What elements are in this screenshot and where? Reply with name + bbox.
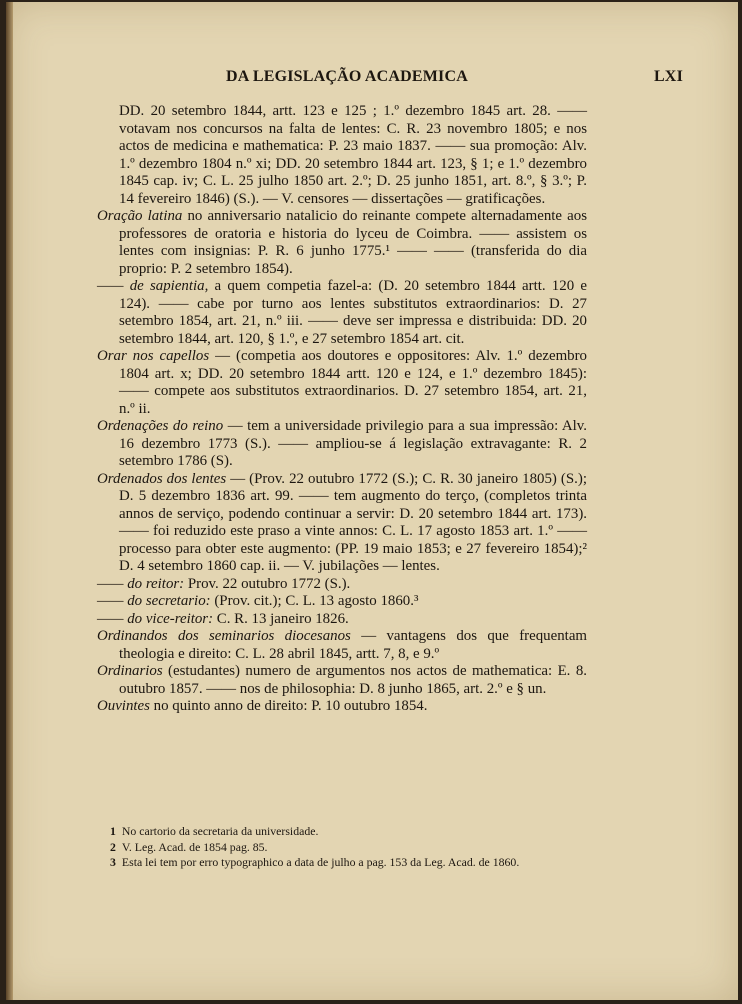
entry-text: (Prov. cit.); C. L. 13 agosto 1860.³ (210, 593, 419, 609)
index-entry-do-reitor (97, 576, 587, 594)
index-entry-ordenacoes-do-reino (97, 418, 587, 471)
running-title: DA LEGISLAÇÃO ACADEMICA (226, 68, 468, 85)
entry-text: no anniversario natalicio do reinante compete alternadamente aos professores de oratoria e historia do lyceu de Coimbra. —— assistem os lentes com insignias: P. R. 6 junho 1775.¹ —— —— (transferida do dia proprio: P. 2 setembro 1854). (119, 208, 587, 277)
index-body (97, 103, 587, 716)
entry-text: Prov. 22 outubro 1772 (S.). (184, 575, 351, 592)
footnote (97, 855, 587, 871)
entry-head: —— do reitor: (97, 575, 185, 592)
entry-head: Orar nos capellos (97, 348, 210, 364)
footnote-text: No cartorio da secretaria da universidade. (121, 824, 319, 838)
index-entry-ouvintes (97, 698, 587, 716)
entry-head: Oração latina (97, 208, 183, 224)
index-entry-oracao-latina (97, 208, 587, 278)
page-number: LXI (653, 68, 683, 85)
entry-text: (estudantes) numero de argumentos nos actos de mathematica: E. 8. outubro 1857. —— nos de philosophia: D. 8 junho 1865, art. 2.º e § un. (119, 663, 587, 697)
entry-text: — (competia aos doutores e oppositores: Alv. 1.º dezembro 1804 art. x; DD. 20 setembro 1844 artt. 120 e 124, e 1.º dezembro 1845): —— compete aos substitutos extraordinarios. D. 27 setembro 1854, art. 21, n.º ii. (119, 348, 587, 417)
index-entry-ordenados-dos-lentes (97, 471, 587, 576)
entry-head: Ordenações do reino (97, 418, 224, 434)
entry-text: DD. 20 setembro 1844, artt. 123 e 125 ; 1.º dezembro 1845 art. 28. —— votavam nos concursos na falta de lentes: C. R. 23 novembro 1805; e nos actos de medicina e mathematica: P. 23 maio 1837. —— sua promoção: Alv. 1.º dezembro 1804 n.º xi; DD. 20 setembro 1844 art. 123, § 1; e 1.º dezembro 1845 cap. iv; C. L. 25 julho 1850 art. 2.º; D. 25 junho 1851, art. 8.º, § 3.º; P. 14 fevereiro 1846) (S.). — V. censores — dissertações — gratificações. (119, 103, 587, 207)
entry-text: C. R. 13 janeiro 1826. (213, 610, 349, 627)
footnote-number: 1 (110, 824, 116, 838)
entry-text: — vantagens dos que frequentam theologia e direito: C. L. 28 abril 1845, artt. 7, 8, e 9.º (119, 628, 588, 662)
footnote-number: 3 (110, 855, 116, 869)
index-entry-ordinarios (97, 663, 587, 698)
index-entry-do-secretario (97, 593, 587, 611)
entry-head: Ouvintes (97, 698, 150, 714)
footnote (97, 824, 587, 840)
book-page (6, 2, 738, 1000)
index-entry-orar-nos-capellos (97, 348, 587, 418)
entry-text: a quem competia fazel-a: (D. 20 setembro 1844 artt. 120 e 124). —— cabe por turno aos lentes substitutos extraordinarios: D. 27 setembro 1854, art. 21, n.º iii. —— deve ser impressa e distribuida: DD. 20 setembro 1844, art. 120, § 1.º, e 27 setembro 1854 art. cit. (119, 278, 587, 347)
entry-head: Ordinandos dos seminarios diocesanos (97, 628, 351, 644)
entry-head: —— do vice-reitor: (97, 610, 214, 627)
index-entry-do-vice-reitor (97, 611, 587, 629)
footnotes (97, 824, 587, 871)
entry-text: — (Prov. 22 outubro 1772 (S.); C. R. 30 janeiro 1805) (S.); D. 5 dezembro 1836 art. 99. —— tem augmento do terço, (completos trinta annos de serviço, podendo continuar a servir: D. 20 setembro 1844 art. 173). —— foi reduzido este praso a vinte annos: C. L. 17 agosto 1853 art. 1.º —— processo para obter este augmento: (PP. 19 maio 1853; e 27 fevereiro 1854);² D. 4 setembro 1860 cap. ii. — V. jubilações — lentes. (119, 470, 587, 574)
index-entry-de-sapientia (97, 278, 587, 348)
entry-text: — tem a universidade privilegio para a sua impressão: Alv. 16 dezembro 1773 (S.). —— ampliou-se á legislação extravagante: R. 2 setembro 1786 (S). (119, 418, 587, 469)
footnote-text: Esta lei tem por erro typographico a data de julho a pag. 153 da Leg. Acad. de 1860. (121, 855, 520, 869)
page-gutter (6, 2, 13, 1000)
entry-head: Ordinarios (97, 663, 163, 679)
index-entry-continuation (97, 103, 587, 208)
entry-head: Ordenados dos lentes (97, 470, 227, 487)
footnote (97, 840, 587, 856)
footnote-text: V. Leg. Acad. de 1854 pag. 85. (121, 839, 268, 854)
entry-head: —— do secretario: (97, 593, 211, 609)
footnote-number: 2 (110, 839, 116, 854)
index-entry-ordinandos (97, 628, 587, 663)
entry-head: —— de sapientia, (97, 278, 209, 294)
entry-text: no quinto anno de direito: P. 10 outubro 1854. (149, 698, 428, 714)
